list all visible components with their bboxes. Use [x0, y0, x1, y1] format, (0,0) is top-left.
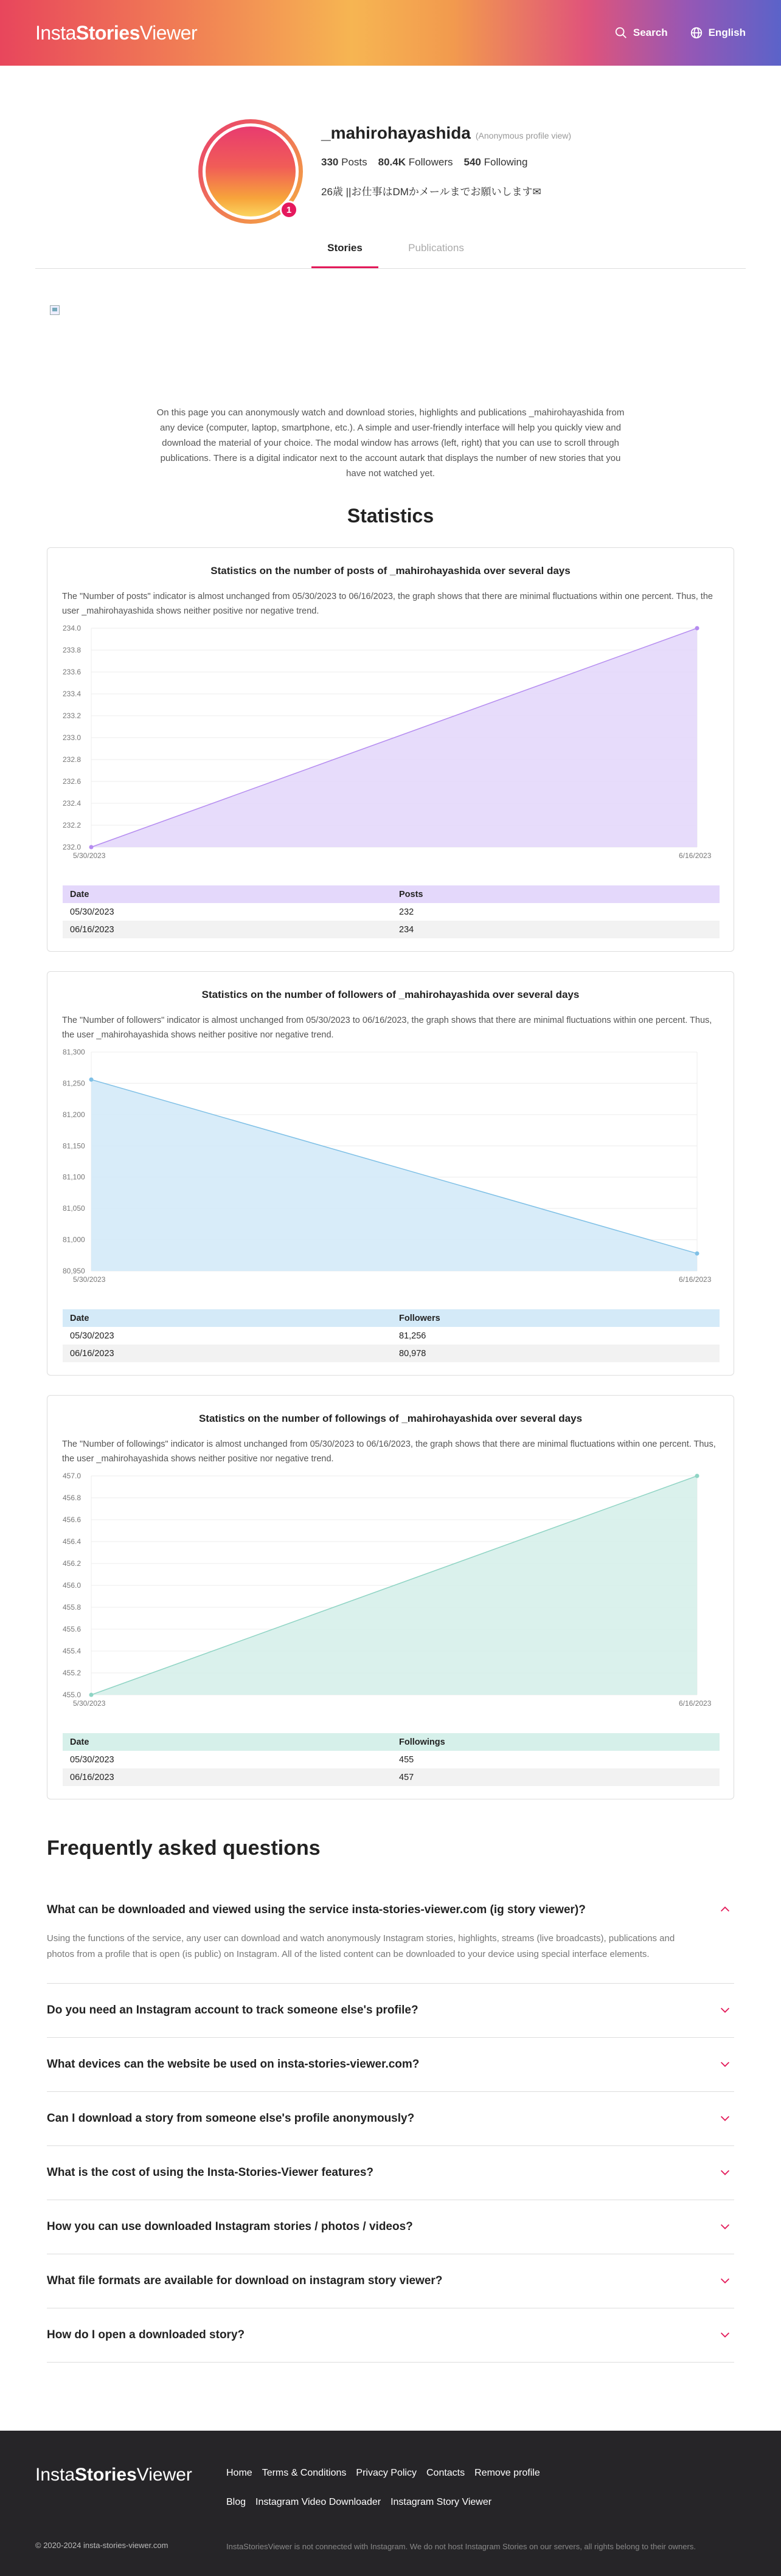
table-header-cell: Date: [70, 1737, 89, 1747]
followings-statistics-card: [47, 1395, 734, 1799]
x-tick-label: 5/30/2023: [73, 1275, 106, 1284]
y-tick-label: 232.0: [63, 843, 82, 851]
posts-statistics-card: [47, 547, 734, 952]
y-tick-label: 456.0: [63, 1581, 82, 1590]
followers-table: [63, 1309, 720, 1362]
chevron-down-icon[interactable]: [718, 2274, 732, 2287]
y-tick-label: 456.6: [63, 1515, 82, 1524]
chart-title: Statistics on the number of followings of _mahirohayashida over several days: [198, 1413, 583, 1424]
y-tick-label: 455.4: [63, 1647, 82, 1655]
footer-link[interactable]: Remove profile: [474, 2468, 540, 2478]
chart-description: The "Number of posts" indicator is almost unchanged from 05/30/2023 to 06/16/2023, the graph shows that there are minimal fluctuations within one percent. Thus, the user _mahirohayashida shows neither positive nor negative trend.: [62, 592, 713, 616]
footer-link[interactable]: Privacy Policy: [356, 2468, 417, 2478]
y-tick-label: 81,050: [63, 1204, 85, 1213]
tab-publications[interactable]: Publications: [408, 242, 464, 254]
avatar[interactable]: [198, 119, 303, 224]
table-cell: 232: [399, 907, 414, 917]
footer-link[interactable]: Blog: [226, 2497, 246, 2507]
y-tick-label: 456.4: [63, 1537, 82, 1546]
faq-question[interactable]: What can be downloaded and viewed using the service insta-stories-viewer.com (ig story viewer)?: [47, 1903, 586, 1916]
posts-stat: 330 Posts: [321, 156, 367, 168]
faq-item[interactable]: [47, 2254, 734, 2308]
chevron-down-icon[interactable]: [718, 2220, 732, 2233]
footer-logo[interactable]: InstaStoriesViewer: [35, 2465, 192, 2485]
posts-table: [63, 885, 720, 938]
y-tick-label: 455.0: [63, 1691, 82, 1699]
faq-question[interactable]: How do I open a downloaded story?: [47, 2328, 245, 2341]
search-label: Search: [633, 27, 668, 38]
table-cell: 234: [399, 924, 414, 935]
site-footer: [0, 2431, 781, 2576]
header-actions: [614, 26, 746, 40]
y-tick-label: 81,200: [63, 1110, 85, 1119]
y-tick-label: 233.4: [63, 690, 82, 698]
table-header: [63, 1733, 720, 1751]
anonymous-note: (Anonymous profile view): [475, 131, 572, 140]
y-tick-label: 456.2: [63, 1559, 82, 1568]
table-header-cell: Date: [70, 889, 89, 899]
chevron-down-icon[interactable]: [718, 2166, 732, 2179]
y-tick-label: 232.8: [63, 755, 82, 764]
table-row: [63, 1751, 720, 1768]
profile-bio: 26歳 ||お仕事はDMかメールまでお願いします✉: [321, 186, 541, 198]
table-cell: 06/16/2023: [70, 1772, 114, 1782]
chevron-down-icon[interactable]: [718, 2111, 732, 2125]
table-cell: 05/30/2023: [70, 1754, 114, 1765]
y-tick-label: 81,000: [63, 1235, 85, 1244]
faq-question[interactable]: What file formats are available for download on instagram story viewer?: [47, 2274, 443, 2287]
y-tick-label: 80,950: [63, 1267, 85, 1275]
followings-table: [63, 1733, 720, 1786]
table-cell: 80,978: [399, 1348, 426, 1359]
table-cell: 05/30/2023: [70, 1331, 114, 1341]
table-header-cell: Followings: [399, 1737, 445, 1747]
table-cell: 06/16/2023: [70, 1348, 114, 1359]
y-tick-label: 232.4: [63, 799, 82, 808]
search-button[interactable]: [614, 26, 668, 40]
faq-question[interactable]: Do you need an Instagram account to track someone else's profile?: [47, 2004, 418, 2017]
followers-statistics-card: [47, 971, 734, 1376]
data-point: [695, 1474, 699, 1478]
content-tabs: [35, 238, 746, 269]
faq-answer: Using the functions of the service, any user can download and watch anonymously Instagram stories, highlights, streams (live broadcasts), publications and photos from a profile that is open (is public) on Instagram. All of the listed content can be downloaded to your device using special interface elements.: [47, 1933, 675, 1959]
y-tick-label: 455.2: [63, 1669, 82, 1677]
y-tick-label: 232.2: [63, 821, 82, 829]
table-cell: 457: [399, 1772, 414, 1782]
tab-stories[interactable]: Stories: [311, 238, 378, 268]
x-tick-label: 6/16/2023: [679, 1275, 712, 1284]
chart-description: The "Number of followings" indicator is almost unchanged from 05/30/2023 to 06/16/2023, the graph shows that there are minimal fluctuations within one percent. Thus, the user _mahirohayashida shows neither positive nor negative trend.: [62, 1439, 716, 1464]
y-tick-label: 232.6: [63, 777, 82, 786]
table-row: [63, 921, 720, 938]
table-row: [63, 1327, 720, 1345]
table-cell: 455: [399, 1754, 414, 1765]
table-row: [63, 1345, 720, 1362]
search-icon: [614, 26, 628, 40]
language-label: English: [708, 27, 746, 38]
y-tick-label: 81,150: [63, 1141, 85, 1151]
faq-question[interactable]: What devices can the website be used on insta-stories-viewer.com?: [47, 2058, 420, 2071]
y-tick-label: 456.8: [63, 1494, 82, 1502]
faq-question[interactable]: What is the cost of using the Insta-Stories-Viewer features?: [47, 2166, 374, 2179]
profile-section: [0, 66, 781, 266]
data-point: [89, 845, 94, 850]
data-point: [695, 1252, 699, 1256]
faq-item[interactable]: [47, 2200, 734, 2254]
profile-username: _mahirohayashida: [321, 123, 471, 142]
profile-info: [321, 123, 571, 198]
data-point: [89, 1693, 94, 1697]
faq-list: [47, 1883, 734, 2363]
globe-icon: [690, 26, 703, 40]
footer-disclaimer: InstaStoriesViewer is not connected with Instagram. We do not host Instagram Stories on our servers, all rights belong to their owners.: [226, 2542, 696, 2551]
footer-links: [226, 2468, 540, 2479]
faq-item[interactable]: [47, 2146, 734, 2200]
table-header-cell: Date: [70, 1313, 89, 1323]
faq-item[interactable]: [47, 2038, 734, 2092]
faq-item[interactable]: [47, 2092, 734, 2146]
y-tick-label: 81,300: [63, 1048, 85, 1056]
table-row: [63, 903, 720, 921]
following-stat: 540 Following: [463, 156, 528, 168]
faq-question[interactable]: Can I download a story from someone else's profile anonymously?: [47, 2112, 415, 2125]
data-point: [695, 626, 699, 631]
chart-title: Statistics on the number of posts of _mahirohayashida over several days: [210, 565, 571, 576]
series-area: [91, 1079, 697, 1271]
footer-link[interactable]: Instagram Video Downloader: [255, 2497, 381, 2507]
y-tick-label: 233.0: [63, 733, 82, 742]
footer-link[interactable]: Home: [226, 2468, 252, 2478]
faq-item[interactable]: [47, 1984, 734, 2038]
y-tick-label: 234.0: [63, 624, 82, 632]
faq-title: Frequently asked questions: [47, 1837, 321, 1860]
footer-link[interactable]: Contacts: [426, 2468, 465, 2478]
table-header: [63, 1309, 720, 1327]
x-tick-label: 6/16/2023: [679, 1699, 712, 1708]
faq-item[interactable]: [47, 1883, 734, 1984]
y-tick-label: 455.6: [63, 1625, 82, 1633]
table-row: [63, 1768, 720, 1786]
faq-item[interactable]: [47, 2308, 734, 2363]
y-tick-label: 457.0: [63, 1472, 82, 1480]
table-cell: 06/16/2023: [70, 924, 114, 935]
chevron-down-icon[interactable]: [718, 2057, 732, 2071]
statistics-title: Statistics: [347, 505, 434, 527]
footer-links-secondary: [226, 2497, 491, 2508]
chevron-down-icon[interactable]: [718, 2003, 732, 2017]
chart-title: Statistics on the number of followers of _mahirohayashida over several days: [201, 989, 580, 1000]
y-tick-label: 455.8: [63, 1603, 82, 1612]
language-button[interactable]: [690, 26, 746, 40]
y-tick-label: 233.6: [63, 668, 82, 676]
footer-copyright: © 2020-2024 insta-stories-viewer.com: [35, 2541, 168, 2550]
y-tick-label: 233.2: [63, 712, 82, 720]
table-header-cell: Followers: [399, 1313, 440, 1323]
faq-question[interactable]: How you can use downloaded Instagram stories / photos / videos?: [47, 2220, 413, 2233]
table-cell: 81,256: [399, 1331, 426, 1341]
site-logo[interactable]: InstaStoriesViewer: [35, 21, 198, 44]
table-header-cell: Posts: [399, 889, 423, 899]
chevron-up-icon[interactable]: [718, 1903, 732, 1916]
data-point: [89, 1078, 94, 1082]
x-tick-label: 6/16/2023: [679, 851, 712, 860]
broken-image-icon: [50, 305, 60, 315]
site-header: [0, 0, 781, 66]
followers-stat: 80.4K Followers: [378, 156, 453, 168]
table-header: [63, 885, 720, 903]
y-tick-label: 81,100: [63, 1172, 85, 1182]
chart-description: The "Number of followers" indicator is almost unchanged from 05/30/2023 to 06/16/2023, the graph shows that there are minimal fluctuations within one percent. Thus, the user _mahirohayashida shows neither positive nor negative trend.: [62, 1016, 712, 1040]
footer-link[interactable]: Terms & Conditions: [262, 2468, 347, 2478]
x-tick-label: 5/30/2023: [73, 1699, 106, 1708]
chevron-down-icon[interactable]: [718, 2328, 732, 2341]
footer-link[interactable]: Instagram Story Viewer: [390, 2497, 492, 2507]
y-tick-label: 81,250: [63, 1079, 85, 1088]
new-stories-badge: 1: [280, 201, 298, 219]
profile-stats: [321, 156, 571, 168]
table-cell: 05/30/2023: [70, 907, 114, 917]
x-tick-label: 5/30/2023: [73, 851, 106, 860]
page-description: On this page you can anonymously watch and download stories, highlights and publications _mahirohayashida from any device (computer, laptop, smartphone, etc.). A simple and user-friendly interface will help you quickly view and download the material of your choice. The modal window has arrows (left, right) that you can use to scroll through publications. There is a digital indicator next to the account autark that displays the number of new stories that you have not watched yet.: [156, 407, 625, 479]
y-tick-label: 233.8: [63, 646, 82, 654]
